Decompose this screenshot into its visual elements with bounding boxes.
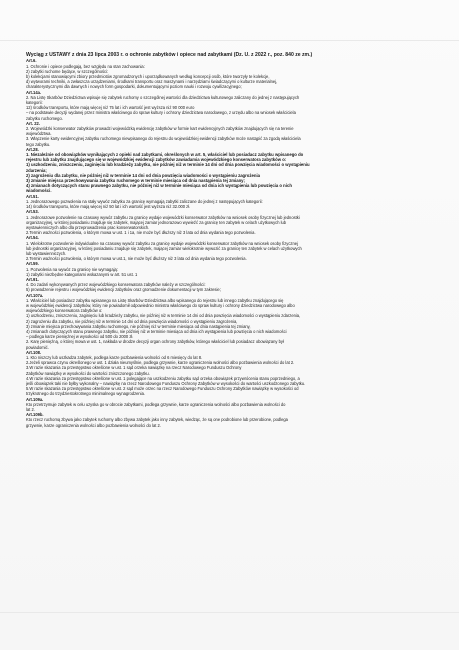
article-heading: Art.109b. [26,412,44,418]
text-line: wiadomości. [26,188,52,194]
text-line: 4) zmianach dotyczących stanu prawnego zabytku, nie później niż w terminie miesiąca od dnia ich wystąpienia lub powzięcia o nich wiadomości [26,328,287,334]
text-line: 2.Jeżeli sprawca czynu określonego w ust. 1 działa nieumyślnie, podlega grzywnie, karze ograniczenia wolności albo pozbawienia wolności do lat 2. [26,360,295,366]
text-line: powiadomić. [26,344,49,350]
text-line: lub wystawienniczych. [26,250,67,256]
article-heading: Art.6. [26,58,37,64]
text-line: b) kolekcjami stanowiącymi zbiory przedmiotów zgromadzonych i uporządkowanych według koncepcji osób, które tworzyły te kolekcje, [26,74,270,80]
text-line: 4.W razie skazania za przestępstwo określone w ust. 1 polegające na uszkodzeniu zabytku sąd orzeka obowiązek przywrócenia stanu poprzedniego, a [26,375,300,381]
article-heading: Art.53. [26,209,39,215]
document-lines [26,58,438,427]
text-line: 5) prowadzenie rejestru i wojewódzkiej ewidencji zabytków oraz gromadzenie dokumentacji w tym zakresie; [26,287,221,293]
text-line: jeśli obowiązek taki nie byłby wykonalny – nawiązkę na rzecz Narodowego Funduszu Ochrony Zabytków w wysokości do wartości uszkodzonego zabytku. [26,381,306,386]
document-body [26,52,438,642]
text-line: d) wytworami techniki, a zwłaszcza urządzeniami, środkami transportu oraz maszynami i narzędziami świadczącymi o kulturze materialnej, [26,79,278,85]
text-line: rejestru lub zabytku znajdującego się w wojewódzkiej ewidencji zabytków zawiadamia wojewódzkiego konserwatora zabytków o: [26,157,287,163]
text-line: Zabytków nawiązkę w wysokości do wartości zniszczonego zabytku. [26,370,150,376]
text-line: 1. Kto niszczy lub uszkadza zabytek, podlega karze pozbawienia wolności od 6 miesięcy do lat 8. [26,354,203,360]
text-line: wojewódzkiego konserwatora zabytków o: [26,308,103,314]
scan-artifact [0,40,459,41]
text-line: 1. Wielokrotne pozwolenie indywidualne na czasowy wywóz zabytku za granicę wydaje wojewódzki konserwator zabytków na wniosek osoby fizycznej [26,240,298,246]
article-heading: Art.109a. [26,396,44,402]
article-heading: Art.108. [26,349,42,355]
text-line: 1. Niezależnie od obowiązków wynikających z opieki nad zabytkami, określonych w art. 5, właściciel lub posiadacz zabytku wpisanego do [26,152,304,158]
text-line: 4) zmianach dotyczących stanu prawnego zabytku, nie później niż w terminie miesiąca od dnia ich wystąpienia lub powzięcia o nich [26,183,292,189]
text-line: tego zabytku. [26,141,51,147]
text-line: 3. Włączenie karty ewidencyjnej zabytku ruchomego niewpisanego do rejestru do wojewódzkiej ewidencji zabytków może nastąpić za zgodą właściciela [26,136,301,142]
text-line: województwa. [26,131,52,137]
text-line: – podlega karze pieniężnej w wysokości od 500 do 2000 zł. [26,334,134,340]
text-line: 14) środków transportu, które mają więcej niż 50 lat i ich wartość jest wyższa niż 32.000 zł. [26,204,191,210]
text-line: 2.Termin ważności pozwolenia, o którym mowa w ust.1, nie może być dłuższy niż 3 lata od dnia wydania tego pozwolenia. [26,256,247,262]
text-line: 4. Do zadań wykonywanych przez wojewódzkiego konserwatora zabytków należy w szczególności: [26,282,206,288]
text-line: 1) zabytki niezbędne kategoriami wskazanymi w art. 51 ust. 1 [26,271,138,277]
text-line: lub jednostki organizacyjnej, w której posiadaniu znajduje się zabytek, mającej zamiar wielokrotnie wywozić za granicę ten zabytek w celach użytkowych [26,245,302,251]
text-line: 1) uszkodzeniu, zniszczeniu, zaginięciu lub kradzieży zabytku, nie później niż w terminie 14 dni od dnia powzięcia wiadomości o wystąpieniu [26,162,310,168]
text-line: zabytku ruchomego. [26,115,63,121]
article-heading: Art. 22. [26,120,40,126]
text-line: zdarzenia; [26,167,47,173]
text-line: 1. Ochronie i opiece podlegają, bez względu na stan zachowania: [26,63,145,69]
text-line: w wojewódzkiej ewidencji zabytków, który nie powiadomił odpowiednio ministra właściwego do spraw kultury i ochrony dziedzictwa narodowego albo [26,302,295,308]
text-line: organizacyjnej, w której posiadaniu znajduje się zabytek, mającej zamiar jednorazowo wywieźć za granicę ten zabytek w celach użytkowych lub [26,219,287,225]
text-line: 1. Pozwolenia na wywóz za granicę nie wymagają: [26,266,118,272]
text-line: 2.Termin ważności pozwolenia, o którym mowa w ust. 1 i 1a, nie może być dłuższy niż 3 lata od dnia wydania tego pozwolenia. [26,230,256,236]
text-line: 1. Jednorazowego pozwolenia na stały wywóz zabytku za granicę wymagają zabytki zaliczane do jednej z następujących kategorii: [26,198,263,204]
text-line: 1) uszkodzeniu, zniszczeniu, zaginięciu lub kradzieży zabytku, nie później niż w terminie 14 dni od dnia powzięcia wiadomości o wystąpieniu zdarzenia, [26,313,301,319]
article-heading: Art.28. [26,146,39,152]
text-line: lat 2. [26,407,35,413]
article-heading: Art.59. [26,261,39,267]
text-line: 2) zagrożeniu dla zabytku, nie później niż w terminie 14 dni od dnia powzięcia wiadomości o wystąpieniu zagrożenia, [26,318,238,324]
article-heading: Art.14a. [26,89,42,95]
text-line: 12) środków transportu, które mają więcej niż 75 lat i ich wartość jest wyższa niż 90 000 euro [26,105,195,111]
article-heading: Art.91. [26,276,39,282]
text-line: trzykrotnego do trzydziestokrotnego minimalnego wynagrodzenia. [26,391,146,397]
text-line: 1. Właściciel lub posiadacz zabytku wpisanego na Listę Skarbów Dziedzictwa albo wpisanego do rejestru lub innego zabytku znajdującego się [26,297,284,303]
text-line: 2. Wojewódzki konserwator zabytków prowadzi wojewódzką ewidencję zabytków w formie kart ewidencyjnych zabytków znajdujących się na terenie [26,126,294,132]
text-line: 1. Jednorazowe pozwolenie na czasowy wywóz zabytku za granicę wydaje wojewódzki konserwator zabytków na wniosek osoby fizycznej lub jednostki [26,214,300,220]
text-line: 2. Karę pieniężną, o której mowa w ust. 1, nakłada w drodze decyzji organ ochrony zabytków, którego właściciel lub posiadacz obowiązany był [26,339,284,345]
text-line: 2) zagrożeniu dla zabytku, nie później niż w terminie 14 dni od dnia powzięcia wiadomości o wystąpieniu zagrożenia [26,172,261,178]
document-title: Wyciąg z USTAWY z dnia 23 lipca 2003 r. o ochronie zabytków i opiece nad zabytkami (Dz. U. z 2022 r., poz. 840 ze zm.) [26,52,313,58]
text-line: – na podstawie decyzji wydanej przez ministra właściwego do spraw kultury i ochrony dziedzictwa narodowego, z urzędu albo na wniosek właściciela [26,110,296,116]
text-line: grzywnie, karze ograniczenia wolności albo pozbawienia wolności do lat 2. [26,422,161,428]
text-line: kategorii: [26,100,43,106]
article-heading: Art.51. [26,193,39,199]
text-line: wystawienniczych albo dla przeprowadzenia prac konserwatorskich. [26,224,150,230]
text-line: 3) zmianie miejsca przechowywania zabytku ruchomego, nie później niż w terminie miesiąca od dnia nastąpienia tej zmiany, [26,323,251,329]
text-line: charakterystycznymi dla dawnych i nowych form gospodarki, dokumentującymi poziom nauki i rozwoju cywilizacyjnego; [26,84,242,90]
text-line: 5.W razie skazania za przestępstwo określone w ust. 2 sąd może orzec na rzecz Narodowego Funduszu Ochrony Zabytków nawiązkę w wysokości od [26,386,299,392]
article-heading: Art.107a. [26,292,44,298]
article-heading: Art.54. [26,235,39,241]
text-line: 2. Na Listę Skarbów Dziedzictwa wpisuje się zabytek ruchomy o szczególnej wartości dla dziedzictwa kulturowego zaliczany do jednej z następujących [26,94,300,100]
text-line: 3.W razie skazania za przestępstwo określone w ust. 1 sąd orzeka nawiązkę na rzecz Narodowego Funduszu Ochrony [26,365,242,371]
text-line: 3) zmianie miejsca przechowywania zabytku ruchomego w terminie miesiąca od dnia nastąpienia tej zmiany; [26,178,245,184]
text-line: Kto przetrzymuje zabytek w celu uzyska go w obrocie zabytkami, podlega grzywnie, karze ograniczenia wolności albo pozbawienia wolności do [26,401,286,407]
text-line: Kto rzecz ruchomą zbywa jako zabytek ruchomy albo zbywa zabytek jako inny zabytek, wiedząc, że są one podrobione lub przerobione, podlega [26,417,288,423]
text-line: 2) zabytki ruchome będące, w szczególności: [26,68,109,74]
